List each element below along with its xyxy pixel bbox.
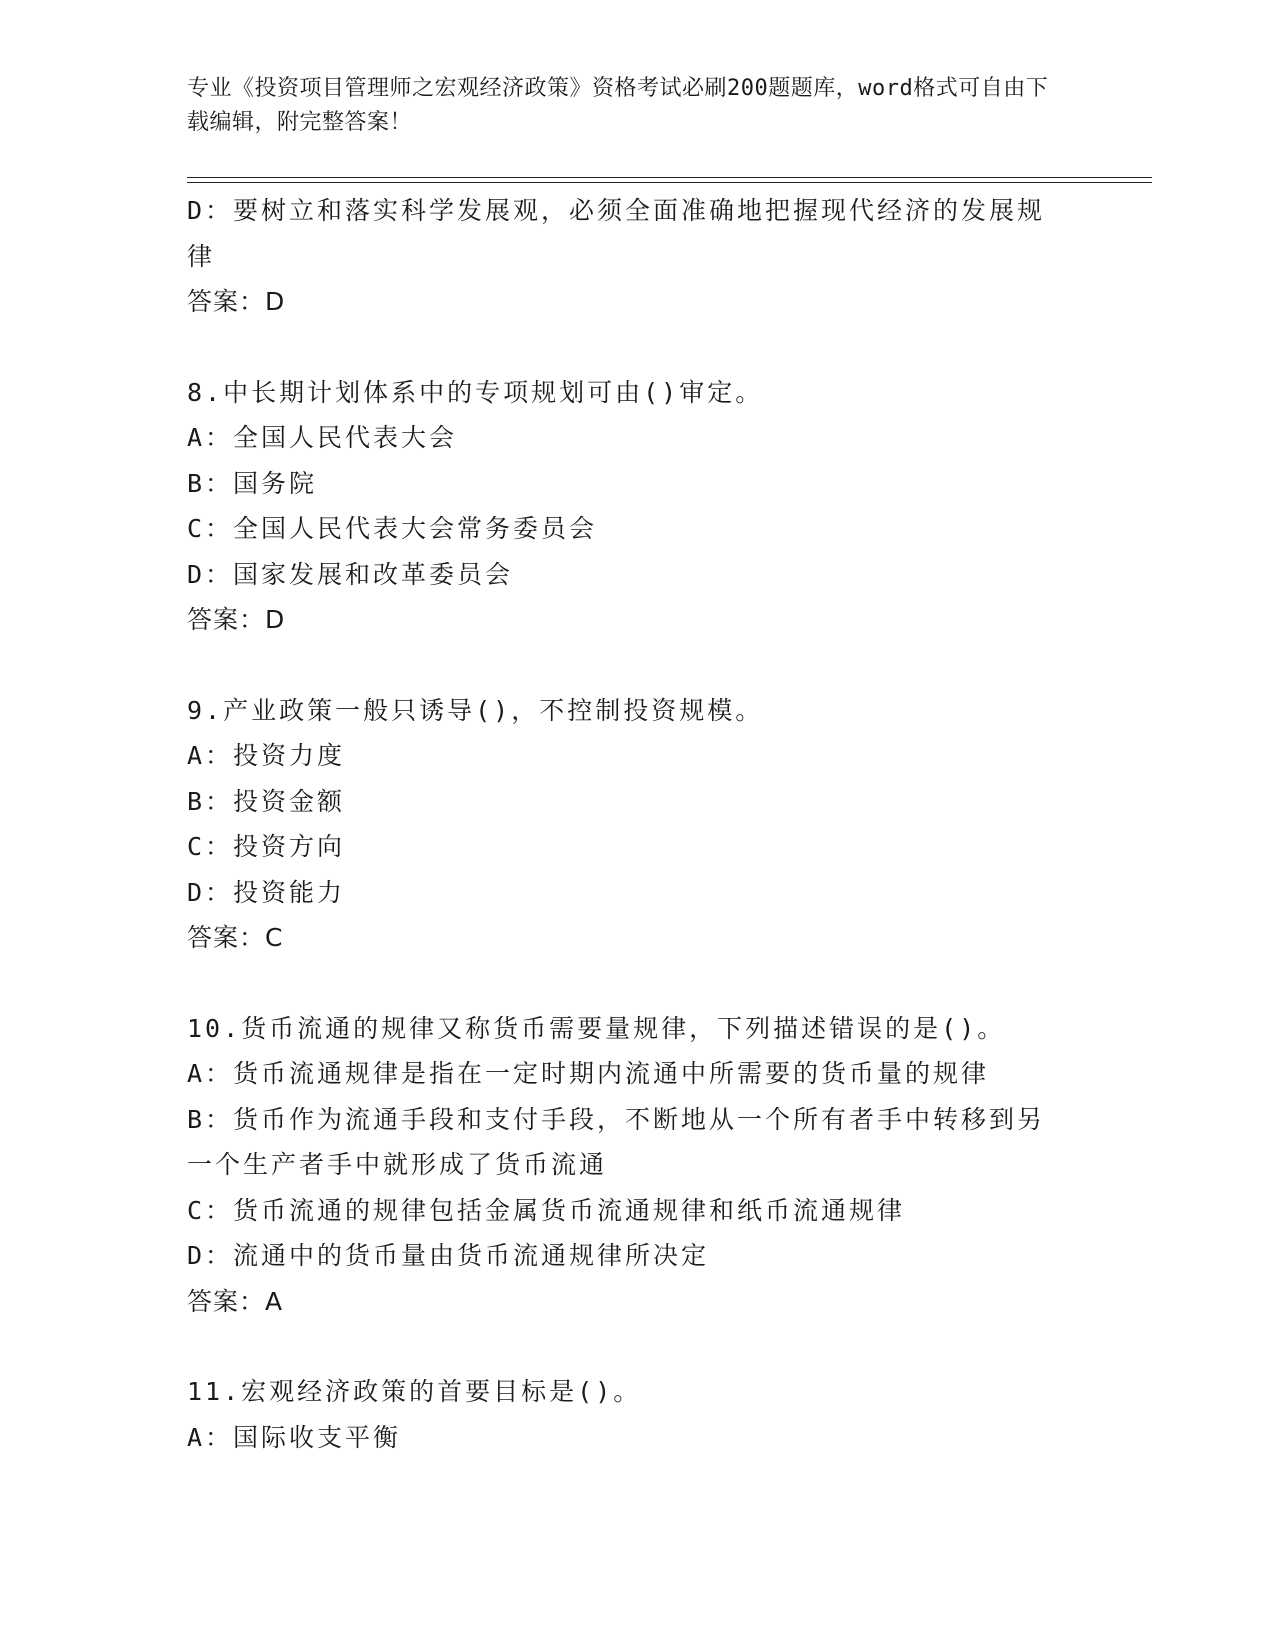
option-b: B：投资金额 <box>187 786 346 816</box>
question-stem: 10.货币流通的规律又称货币需要量规律，下列描述错误的是()。 <box>187 1013 1006 1043</box>
question-content <box>187 188 1077 1460</box>
spacer <box>187 643 1077 688</box>
answer: 答案：C <box>187 923 284 952</box>
option-d: D：流通中的货币量由货币流通规律所决定 <box>187 1241 710 1270</box>
option-a: A：国际收支平衡 <box>187 1422 402 1452</box>
question-stem: 11.宏观经济政策的首要目标是()。 <box>187 1377 642 1406</box>
option-c: C：货币流通的规律包括金属货币流通规律和纸币流通规律 <box>187 1195 906 1225</box>
option-a: A：全国人民代表大会 <box>187 423 458 452</box>
question-9 <box>187 688 1077 961</box>
option-b: B：国务院 <box>187 468 318 498</box>
option-a: A：货币流通规律是指在一定时期内流通中所需要的货币量的规律 <box>187 1059 990 1088</box>
answer: 答案：A <box>187 1286 284 1316</box>
option-b: B：货币作为流通手段和支付手段，不断地从一个所有者手中转移到另一个生产者手中就形成了货币流通 <box>187 1104 1046 1179</box>
option-d: D：国家发展和改革委员会 <box>187 559 514 589</box>
question-8 <box>187 370 1077 643</box>
question-10 <box>187 1006 1077 1325</box>
spacer <box>187 1324 1077 1369</box>
option-d: D：投资能力 <box>187 877 346 907</box>
header-rule-top <box>187 177 1152 178</box>
question-stem: 9.产业政策一般只诱导()，不控制投资规模。 <box>187 695 764 725</box>
option-c: C：全国人民代表大会常务委员会 <box>187 514 598 543</box>
answer: 答案：D <box>187 605 286 634</box>
prev-answer: 答案：D <box>187 287 286 316</box>
option-c: C：投资方向 <box>187 832 346 861</box>
question-stem: 8.中长期计划体系中的专项规划可由()审定。 <box>187 377 764 407</box>
spacer <box>187 961 1077 1006</box>
prev-option-d: D：要树立和落实科学发展观，必须全面准确地把握现代经济的发展规律 <box>187 196 1046 271</box>
question-11 <box>187 1369 1077 1460</box>
header-rule-bottom <box>187 182 1152 183</box>
spacer <box>187 325 1077 370</box>
page-header: 专业《投资项目管理师之宏观经济政策》资格考试必刷200题题库，word格式可自由下载编辑，附完整答案！ <box>187 76 1049 135</box>
option-a: A：投资力度 <box>187 741 346 770</box>
